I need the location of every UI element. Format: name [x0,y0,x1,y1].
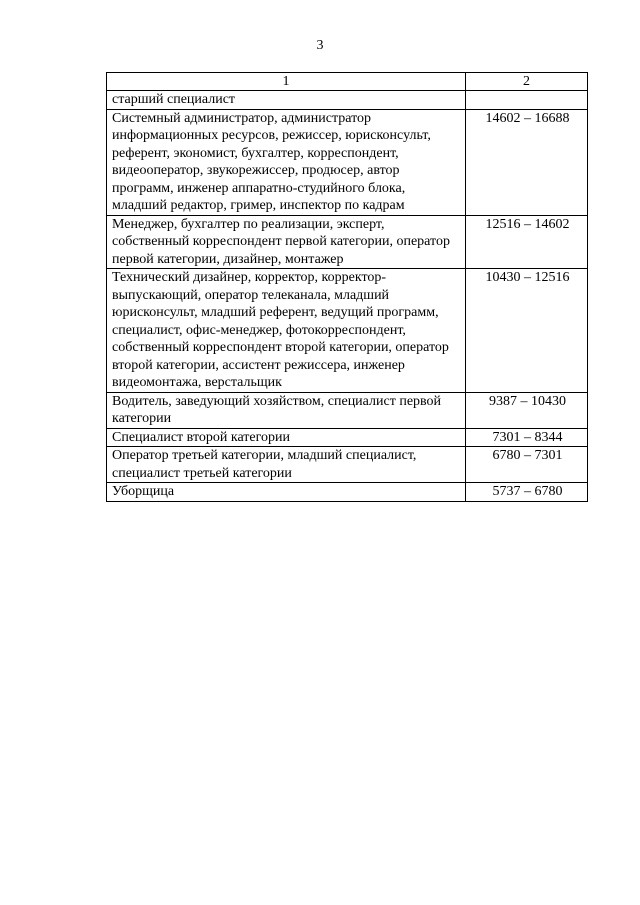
table-row [107,109,588,215]
table-row [107,215,588,269]
page-number: 3 [316,38,324,53]
table-row [107,269,588,393]
position-cell: Уборщица [107,483,466,502]
column-header-2: 2 [466,73,588,91]
salary-table [106,72,588,502]
table-row [107,447,588,483]
salary-cell: 5737 – 6780 [466,483,588,502]
position-cell: Системный администратор, администратор информационных ресурсов, режиссер, юрисконсульт, референт, экономист, бухгалтер, корреспондент, видеооператор, звукорежиссер, продюсер, автор программ, инженер аппаратно-студийного блока, младший редактор, гример, инспектор по кадрам [107,109,466,215]
position-cell: Менеджер, бухгалтер по реализации, эксперт, собственный корреспондент первой категории, оператор первой категории, дизайнер, монтажер [107,215,466,269]
position-cell: Оператор третьей категории, младший специалист, специалист третьей категории [107,447,466,483]
table-header-row [107,73,588,91]
table-row [107,428,588,447]
position-cell: старший специалист [107,91,466,110]
table-row [107,483,588,502]
salary-cell: 12516 – 14602 [466,215,588,269]
salary-cell: 7301 – 8344 [466,428,588,447]
salary-cell: 14602 – 16688 [466,109,588,215]
position-cell: Специалист второй категории [107,428,466,447]
salary-cell: 6780 – 7301 [466,447,588,483]
table-row [107,91,588,110]
salary-cell: 9387 – 10430 [466,392,588,428]
position-cell: Технический дизайнер, корректор, корректор-выпускающий, оператор телеканала, младший юрисконсульт, младший референт, ведущий программ, специалист, офис-менеджер, фотокорреспондент, собственный корреспондент второй категории, оператор второй категории, ассистент режиссера, инженер видеомонтажа, верстальщик [107,269,466,393]
position-cell: Водитель, заведующий хозяйством, специалист первой категории [107,392,466,428]
table-row [107,392,588,428]
column-header-1: 1 [107,73,466,91]
salary-cell: 10430 – 12516 [466,269,588,393]
salary-cell [466,91,588,110]
